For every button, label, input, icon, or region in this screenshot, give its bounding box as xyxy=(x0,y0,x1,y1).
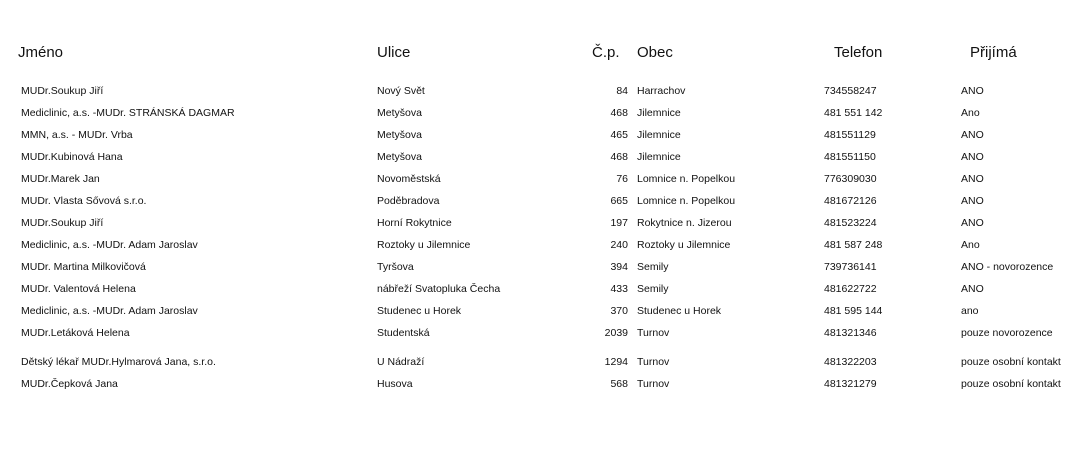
cell-name: MUDr.Soukup Jiří xyxy=(21,85,104,97)
cell-name: Dětský lékař MUDr.Hylmarová Jana, s.r.o. xyxy=(21,356,216,368)
cell-street: Nový Svět xyxy=(377,85,425,97)
cell-city: Harrachov xyxy=(637,85,686,97)
cell-phone: 481 587 248 xyxy=(824,239,883,251)
table-row xyxy=(0,169,1080,189)
cell-accepts: ANO xyxy=(961,151,984,163)
cell-city: Lomnice n. Popelkou xyxy=(637,173,736,185)
table-row xyxy=(0,125,1080,145)
cell-name: MUDr. Valentová Helena xyxy=(21,283,136,295)
cell-name: MMN, a.s. - MUDr. Vrba xyxy=(21,129,133,141)
cell-street: Metyšova xyxy=(377,107,422,119)
cell-number: 433 xyxy=(610,283,628,295)
cell-number: 76 xyxy=(616,173,628,185)
cell-number: 240 xyxy=(610,239,628,251)
cell-name: MUDr.Soukup Jiří xyxy=(21,217,104,229)
cell-phone: 481551129 xyxy=(824,129,876,141)
cell-accepts: pouze osobní kontakt xyxy=(961,356,1061,368)
cell-name: MUDr. Vlasta Sővová s.r.o. xyxy=(21,195,147,207)
cell-street: Husova xyxy=(377,378,413,390)
table-row xyxy=(0,147,1080,167)
table-row xyxy=(0,235,1080,255)
cell-phone: 481523224 xyxy=(824,217,877,229)
cell-city: Turnov xyxy=(637,378,670,390)
table-row xyxy=(0,301,1080,321)
table-row xyxy=(0,213,1080,233)
cell-city: Semily xyxy=(637,283,669,295)
cell-city: Lomnice n. Popelkou xyxy=(637,195,736,207)
header-number: Č.p. xyxy=(592,44,620,61)
cell-number: 2039 xyxy=(604,327,628,339)
cell-number: 468 xyxy=(610,107,628,119)
cell-accepts: ano xyxy=(961,305,979,317)
cell-phone: 481551150 xyxy=(824,151,876,163)
table-row xyxy=(0,257,1080,277)
cell-accepts: ANO xyxy=(961,85,984,97)
cell-street: Studentská xyxy=(377,327,430,339)
cell-number: 468 xyxy=(610,151,628,163)
cell-phone: 481321346 xyxy=(824,327,877,339)
header-city: Obec xyxy=(637,44,673,61)
cell-number: 465 xyxy=(610,129,628,141)
table-row xyxy=(0,191,1080,211)
cell-city: Jilemnice xyxy=(637,129,681,141)
cell-number: 394 xyxy=(610,261,628,273)
cell-city: Turnov xyxy=(637,356,670,368)
cell-name: MUDr.Kubinová Hana xyxy=(21,151,123,163)
header-accepts: Přijímá xyxy=(970,44,1017,61)
cell-phone: 481 551 142 xyxy=(824,107,883,119)
cell-accepts: Ano xyxy=(961,239,980,251)
cell-city: Semily xyxy=(637,261,669,273)
cell-street: Tyršova xyxy=(377,261,414,273)
table-row xyxy=(0,352,1080,372)
cell-accepts: ANO xyxy=(961,173,984,185)
cell-name: Mediclinic, a.s. -MUDr. STRÁNSKÁ DAGMAR xyxy=(21,107,235,119)
cell-name: MUDr. Martina Milkovičová xyxy=(21,261,146,273)
cell-accepts: ANO xyxy=(961,129,984,141)
header-street: Ulice xyxy=(377,44,411,61)
cell-number: 665 xyxy=(610,195,628,207)
cell-city: Jilemnice xyxy=(637,151,681,163)
header-name: Jméno xyxy=(18,44,64,61)
cell-street: Poděbradova xyxy=(377,195,440,207)
cell-accepts: Ano xyxy=(961,107,980,119)
cell-city: Rokytnice n. Jizerou xyxy=(637,217,732,229)
cell-phone: 481672126 xyxy=(824,195,877,207)
cell-number: 568 xyxy=(610,378,628,390)
cell-name: MUDr.Čepková Jana xyxy=(21,378,118,390)
cell-phone: 481322203 xyxy=(824,356,877,368)
cell-street: U Nádraží xyxy=(377,356,425,368)
cell-accepts: ANO xyxy=(961,217,984,229)
table-row xyxy=(0,81,1080,101)
cell-street: Roztoky u Jilemnice xyxy=(377,239,471,251)
cell-name: MUDr.Marek Jan xyxy=(21,173,100,185)
header-phone: Telefon xyxy=(834,44,883,61)
table-row xyxy=(0,103,1080,123)
cell-name: MUDr.Letáková Helena xyxy=(21,327,130,339)
table-row xyxy=(0,323,1080,343)
cell-phone: 481 595 144 xyxy=(824,305,883,317)
cell-phone: 734558247 xyxy=(824,85,877,97)
cell-city: Studenec u Horek xyxy=(637,305,722,317)
cell-phone: 739736141 xyxy=(824,261,877,273)
cell-phone: 776309030 xyxy=(824,173,877,185)
cell-name: Mediclinic, a.s. -MUDr. Adam Jaroslav xyxy=(21,239,198,251)
cell-accepts: ANO xyxy=(961,195,984,207)
cell-city: Roztoky u Jilemnice xyxy=(637,239,731,251)
cell-number: 197 xyxy=(610,217,628,229)
cell-accepts: ANO xyxy=(961,283,984,295)
cell-number: 1294 xyxy=(604,356,628,368)
cell-street: Metyšova xyxy=(377,151,422,163)
cell-number: 370 xyxy=(610,305,628,317)
cell-name: Mediclinic, a.s. -MUDr. Adam Jaroslav xyxy=(21,305,198,317)
cell-phone: 481321279 xyxy=(824,378,877,390)
cell-city: Turnov xyxy=(637,327,670,339)
cell-street: Metyšova xyxy=(377,129,422,141)
cell-city: Jilemnice xyxy=(637,107,681,119)
cell-street: Horní Rokytnice xyxy=(377,217,452,229)
cell-street: nábřeží Svatopluka Čecha xyxy=(377,283,501,295)
cell-phone: 481622722 xyxy=(824,283,877,295)
table-row xyxy=(0,279,1080,299)
cell-accepts: pouze osobní kontakt xyxy=(961,378,1061,390)
cell-accepts: pouze novorozence xyxy=(961,327,1053,339)
cell-street: Studenec u Horek xyxy=(377,305,462,317)
cell-street: Novoměstská xyxy=(377,173,441,185)
table-row xyxy=(0,374,1080,394)
cell-accepts: ANO - novorozence xyxy=(961,261,1054,273)
cell-number: 84 xyxy=(616,85,628,97)
